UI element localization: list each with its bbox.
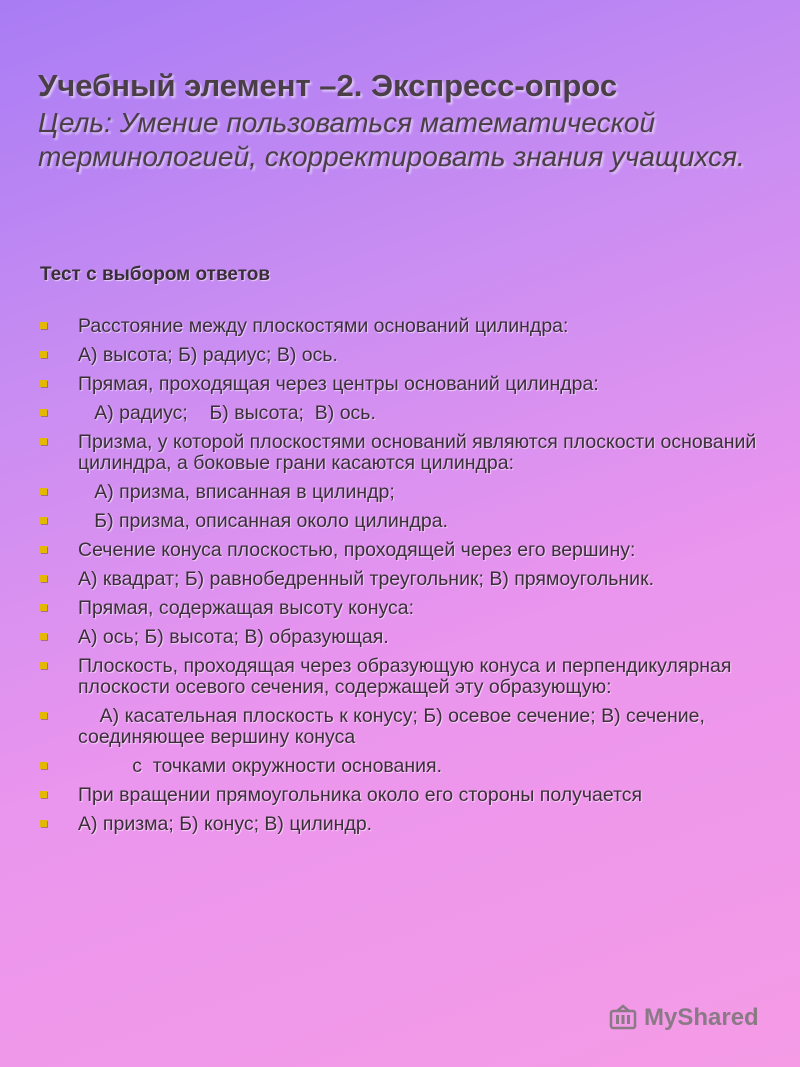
slide-title: Учебный элемент –2. Экспресс-опрос	[38, 68, 618, 103]
bullet-icon	[40, 762, 47, 769]
myshared-logo-icon	[608, 1003, 638, 1033]
list-item-text: А) призма, вписанная в цилиндр;	[78, 481, 395, 503]
bullet-icon	[40, 546, 47, 553]
list-item	[38, 403, 768, 424]
bullet-icon	[40, 791, 47, 798]
bullet-icon	[40, 633, 47, 640]
test-heading: Тест с выбором ответов	[40, 264, 271, 285]
list-item	[38, 569, 768, 590]
list-item	[38, 814, 768, 835]
list-item	[38, 540, 768, 561]
list-item-text: А) квадрат; Б) равнобедренный треугольник; В) прямоугольник.	[78, 568, 655, 590]
list-item	[38, 432, 768, 474]
list-item	[38, 785, 768, 806]
list-item-text: Расстояние между плоскостями оснований цилиндра:	[78, 315, 569, 337]
list-item-text: Призма, у которой плоскостями оснований являются плоскости оснований цилиндра, а боковые грани касаются цилиндра:	[78, 431, 762, 474]
list-item	[38, 598, 768, 619]
list-item-text: А) радиус; Б) высота; В) ось.	[78, 402, 376, 424]
list-item	[38, 511, 768, 532]
slide-header	[38, 68, 778, 174]
bullet-icon	[40, 604, 47, 611]
list-item	[38, 706, 768, 748]
list-item	[38, 756, 768, 777]
list-item-text: А) ось; Б) высота; В) образующая.	[78, 626, 389, 648]
list-item-text: А) призма; Б) конус; В) цилиндр.	[78, 813, 373, 835]
watermark-text: MyShared	[644, 1004, 759, 1031]
list-item-text: А) касательная плоскость к конусу; Б) осевое сечение; В) сечение, соединяющее вершину конуса	[78, 705, 711, 748]
list-item-text: При вращении прямоугольника около его стороны получается	[78, 784, 643, 806]
list-item-text: Плоскость, проходящая через образующую конуса и перпендикулярная плоскости осевого сечения, содержащей эту образующую:	[78, 655, 737, 698]
list-item-text: Б) призма, описанная около цилиндра.	[78, 510, 449, 532]
list-item	[38, 374, 768, 395]
bullet-icon	[40, 380, 47, 387]
list-item-text: Прямая, проходящая через центры оснований цилиндра:	[78, 373, 599, 395]
list-item-text: А) высота; Б) радиус; В) ось.	[78, 344, 338, 366]
bullet-icon	[40, 438, 47, 445]
bullet-icon	[40, 322, 47, 329]
bullet-icon	[40, 409, 47, 416]
bullet-icon	[40, 820, 47, 827]
list-item-text: Сечение конуса плоскостью, проходящей через его вершину:	[78, 539, 636, 561]
bullet-icon	[40, 712, 47, 719]
list-item-text: с точками окружности основания.	[78, 755, 443, 777]
list-item	[38, 345, 768, 366]
bullet-icon	[40, 351, 47, 358]
list-item-text: Прямая, содержащая высоту конуса:	[78, 597, 415, 619]
question-list	[38, 316, 768, 843]
list-item	[38, 316, 768, 337]
list-item	[38, 627, 768, 648]
slide-goal: Цель: Умение пользоваться математической терминологией, скорректировать знания учащихся.	[38, 107, 745, 172]
bullet-icon	[40, 488, 47, 495]
bullet-icon	[40, 662, 47, 669]
list-item	[38, 656, 768, 698]
list-item	[38, 482, 768, 503]
bullet-icon	[40, 517, 47, 524]
bullet-icon	[40, 575, 47, 582]
myshared-watermark[interactable]	[608, 1003, 759, 1033]
